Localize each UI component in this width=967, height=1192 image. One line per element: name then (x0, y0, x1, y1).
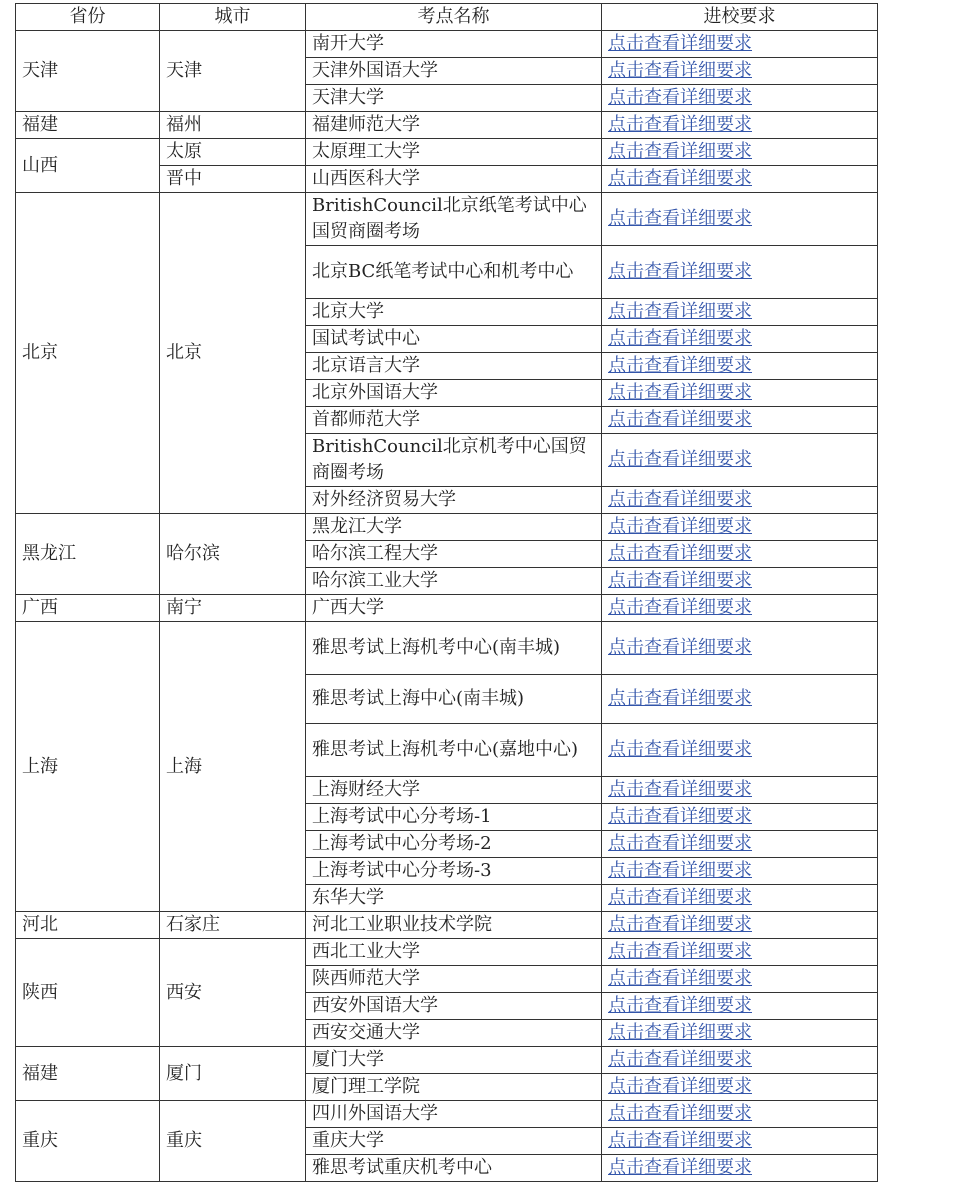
venue-cell: 南开大学 (306, 31, 602, 58)
venue-cell: 四川外国语大学 (306, 1101, 602, 1128)
venue-cell: 西北工业大学 (306, 939, 602, 966)
requirement-link[interactable]: 点击查看详细要求 (608, 516, 752, 537)
requirement-cell (602, 831, 878, 858)
requirement-link[interactable]: 点击查看详细要求 (608, 60, 752, 81)
venue-cell: 国试考试中心 (306, 326, 602, 353)
venue-cell: 雅思考试上海机考中心(嘉地中心) (306, 724, 602, 777)
venue-cell: BritishCouncil北京纸笔考试中心国贸商圈考场 (306, 193, 602, 246)
venue-cell: 北京BC纸笔考试中心和机考中心 (306, 246, 602, 299)
requirement-cell (602, 804, 878, 831)
requirement-link[interactable]: 点击查看详细要求 (608, 1103, 752, 1124)
requirement-cell (602, 139, 878, 166)
requirement-link[interactable]: 点击查看详细要求 (608, 409, 752, 430)
province-cell: 北京 (16, 193, 160, 514)
requirement-cell (602, 858, 878, 885)
city-cell: 重庆 (160, 1101, 306, 1182)
requirement-link[interactable]: 点击查看详细要求 (608, 1022, 752, 1043)
requirement-link[interactable]: 点击查看详细要求 (608, 208, 752, 229)
requirement-link[interactable]: 点击查看详细要求 (608, 114, 752, 135)
venue-cell: 上海考试中心分考场-1 (306, 804, 602, 831)
city-cell: 福州 (160, 112, 306, 139)
requirement-cell (602, 299, 878, 326)
venue-cell: 黑龙江大学 (306, 514, 602, 541)
venue-cell: 山西医科大学 (306, 166, 602, 193)
province-cell: 天津 (16, 31, 160, 112)
requirement-cell (602, 85, 878, 112)
table-row (16, 595, 878, 622)
header-requirement: 进校要求 (602, 4, 878, 31)
requirement-cell (602, 724, 878, 777)
requirement-link[interactable]: 点击查看详细要求 (608, 1157, 752, 1178)
venue-cell: 西安交通大学 (306, 1020, 602, 1047)
requirement-link[interactable]: 点击查看详细要求 (608, 995, 752, 1016)
requirement-cell (602, 1101, 878, 1128)
requirement-link[interactable]: 点击查看详细要求 (608, 33, 752, 54)
venue-cell: 河北工业职业技术学院 (306, 912, 602, 939)
requirement-link[interactable]: 点击查看详细要求 (608, 355, 752, 376)
requirement-cell (602, 380, 878, 407)
header-row (16, 4, 878, 31)
city-cell: 厦门 (160, 1047, 306, 1101)
requirement-cell (602, 112, 878, 139)
province-cell: 福建 (16, 1047, 160, 1101)
requirement-cell (602, 885, 878, 912)
venue-cell: BritishCouncil北京机考中心国贸商圈考场 (306, 434, 602, 487)
requirement-cell (602, 166, 878, 193)
venue-cell: 北京大学 (306, 299, 602, 326)
requirement-link[interactable]: 点击查看详细要求 (608, 489, 752, 510)
requirement-link[interactable]: 点击查看详细要求 (608, 87, 752, 108)
table-row (16, 939, 878, 966)
province-cell: 福建 (16, 112, 160, 139)
requirement-link[interactable]: 点击查看详细要求 (608, 833, 752, 854)
requirement-cell (602, 966, 878, 993)
venue-cell: 上海考试中心分考场-3 (306, 858, 602, 885)
requirement-link[interactable]: 点击查看详细要求 (608, 1049, 752, 1070)
requirement-cell (602, 353, 878, 380)
province-cell: 上海 (16, 622, 160, 912)
requirement-cell (602, 622, 878, 675)
requirement-cell (602, 514, 878, 541)
requirement-cell (602, 58, 878, 85)
city-cell: 石家庄 (160, 912, 306, 939)
city-cell: 上海 (160, 622, 306, 912)
requirement-cell (602, 595, 878, 622)
city-cell: 北京 (160, 193, 306, 514)
requirement-cell (602, 939, 878, 966)
table-row (16, 622, 878, 675)
province-cell: 广西 (16, 595, 160, 622)
requirement-link[interactable]: 点击查看详细要求 (608, 597, 752, 618)
requirement-cell (602, 326, 878, 353)
requirement-link[interactable]: 点击查看详细要求 (608, 1076, 752, 1097)
venue-cell: 陕西师范大学 (306, 966, 602, 993)
table-row (16, 193, 878, 246)
requirement-link[interactable]: 点击查看详细要求 (608, 301, 752, 322)
requirement-link[interactable]: 点击查看详细要求 (608, 941, 752, 962)
city-cell: 南宁 (160, 595, 306, 622)
province-cell: 重庆 (16, 1101, 160, 1182)
requirement-cell (602, 1074, 878, 1101)
requirement-link[interactable]: 点击查看详细要求 (608, 543, 752, 564)
table-row (16, 912, 878, 939)
requirement-link[interactable]: 点击查看详细要求 (608, 806, 752, 827)
requirement-cell (602, 1047, 878, 1074)
city-cell: 哈尔滨 (160, 514, 306, 595)
requirement-link[interactable]: 点击查看详细要求 (608, 914, 752, 935)
header-province: 省份 (16, 4, 160, 31)
requirement-link[interactable]: 点击查看详细要求 (608, 570, 752, 591)
table-row (16, 514, 878, 541)
venue-cell: 哈尔滨工业大学 (306, 568, 602, 595)
venue-cell: 北京语言大学 (306, 353, 602, 380)
exam-venue-table (15, 3, 878, 1182)
header-venue: 考点名称 (306, 4, 602, 31)
table-row (16, 31, 878, 58)
requirement-link[interactable]: 点击查看详细要求 (608, 688, 752, 709)
requirement-link[interactable]: 点击查看详细要求 (608, 328, 752, 349)
table-row (16, 139, 878, 166)
venue-cell: 厦门理工学院 (306, 1074, 602, 1101)
requirement-link[interactable]: 点击查看详细要求 (608, 739, 752, 760)
venue-cell: 福建师范大学 (306, 112, 602, 139)
venue-cell: 天津外国语大学 (306, 58, 602, 85)
venue-cell: 厦门大学 (306, 1047, 602, 1074)
venue-cell: 西安外国语大学 (306, 993, 602, 1020)
venue-cell: 东华大学 (306, 885, 602, 912)
requirement-link[interactable]: 点击查看详细要求 (608, 887, 752, 908)
venue-cell: 雅思考试上海中心(南丰城) (306, 675, 602, 724)
requirement-cell (602, 1128, 878, 1155)
city-cell: 天津 (160, 31, 306, 112)
requirement-cell (602, 31, 878, 58)
requirement-link[interactable]: 点击查看详细要求 (608, 968, 752, 989)
requirement-cell (602, 993, 878, 1020)
venue-cell: 广西大学 (306, 595, 602, 622)
venue-cell: 太原理工大学 (306, 139, 602, 166)
venue-cell: 对外经济贸易大学 (306, 487, 602, 514)
requirement-cell (602, 777, 878, 804)
province-cell: 山西 (16, 139, 160, 193)
requirement-cell (602, 246, 878, 299)
venue-cell: 首都师范大学 (306, 407, 602, 434)
city-cell: 晋中 (160, 166, 306, 193)
requirement-cell (602, 912, 878, 939)
venue-cell: 雅思考试上海机考中心(南丰城) (306, 622, 602, 675)
requirement-cell (602, 568, 878, 595)
venue-cell: 北京外国语大学 (306, 380, 602, 407)
requirement-cell (602, 407, 878, 434)
table-row (16, 1047, 878, 1074)
requirement-link[interactable]: 点击查看详细要求 (608, 1130, 752, 1151)
requirement-cell (602, 1155, 878, 1182)
venue-cell: 天津大学 (306, 85, 602, 112)
venue-cell: 哈尔滨工程大学 (306, 541, 602, 568)
requirement-cell (602, 541, 878, 568)
city-cell: 太原 (160, 139, 306, 166)
requirement-link[interactable]: 点击查看详细要求 (608, 141, 752, 162)
requirement-cell (602, 675, 878, 724)
requirement-link[interactable]: 点击查看详细要求 (608, 779, 752, 800)
venue-cell: 上海考试中心分考场-2 (306, 831, 602, 858)
header-city: 城市 (160, 4, 306, 31)
requirement-link[interactable]: 点击查看详细要求 (608, 637, 752, 658)
requirement-link[interactable]: 点击查看详细要求 (608, 860, 752, 881)
venue-cell: 重庆大学 (306, 1128, 602, 1155)
province-cell: 黑龙江 (16, 514, 160, 595)
requirement-link[interactable]: 点击查看详细要求 (608, 168, 752, 189)
requirement-link[interactable]: 点击查看详细要求 (608, 449, 752, 470)
province-cell: 陕西 (16, 939, 160, 1047)
requirement-cell (602, 1020, 878, 1047)
requirement-link[interactable]: 点击查看详细要求 (608, 261, 752, 282)
requirement-cell (602, 487, 878, 514)
requirement-cell (602, 434, 878, 487)
table-row (16, 112, 878, 139)
province-cell: 河北 (16, 912, 160, 939)
table-row (16, 1101, 878, 1128)
venue-cell: 雅思考试重庆机考中心 (306, 1155, 602, 1182)
table-body (16, 31, 878, 1182)
requirement-link[interactable]: 点击查看详细要求 (608, 382, 752, 403)
requirement-cell (602, 193, 878, 246)
city-cell: 西安 (160, 939, 306, 1047)
venue-cell: 上海财经大学 (306, 777, 602, 804)
